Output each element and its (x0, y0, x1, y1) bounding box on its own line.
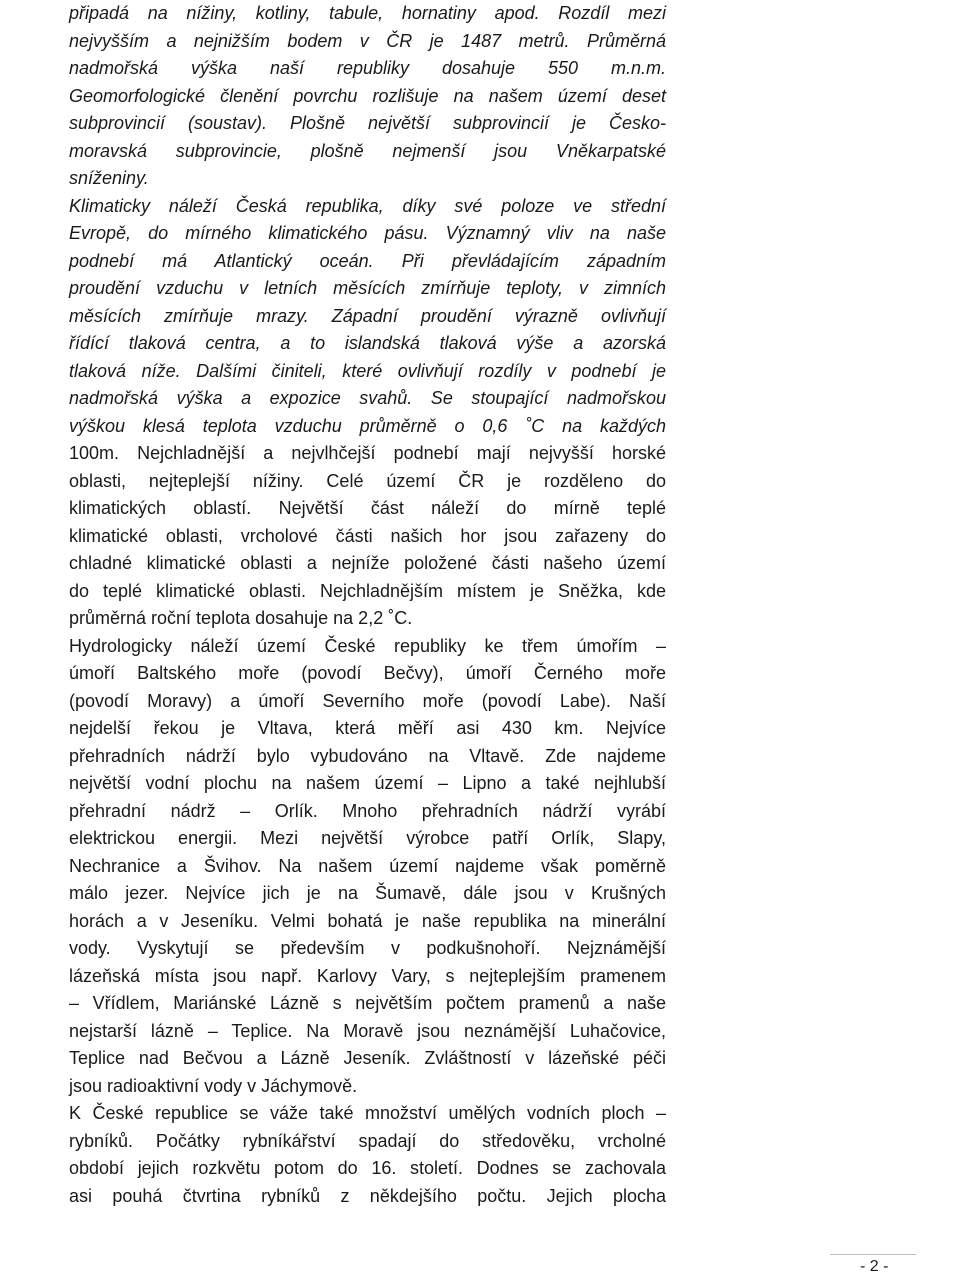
text-line: oblasti, nejteplejší nížiny. Celé území ČR je rozděleno do (69, 470, 666, 491)
text-line: Klimaticky náleží Česká republika, díky své poloze ve střední (69, 195, 666, 216)
text-line: elektrickou energii. Mezi největší výrobce patří Orlík, Slapy, (69, 828, 666, 848)
text-line: připadá na nížiny, kotliny, tabule, hornatiny apod. Rozdíl mezi (69, 3, 666, 23)
text-line: subprovincií (soustav). Plošně největší subprovincií je Česko- (69, 113, 666, 133)
text-line: Teplice nad Bečvou a Lázně Jeseník. Zvláštností v lázeňské péči (69, 1048, 666, 1068)
text-line: přehradních nádrží bylo vybudováno na Vltavě. Zde najdeme (69, 745, 666, 766)
text-line: období jejich rozkvětu potom do 16. století. Dodnes se zachovala (69, 1158, 666, 1178)
text-line: klimatické oblasti, vrcholové části našich hor jsou zařazeny do (69, 525, 666, 546)
text-line: nadmořská výška a expozice svahů. Se stoupající nadmořskou (69, 388, 666, 408)
text-line: rybníků. Počátky rybníkářství spadají do středověku, vrcholné (69, 1130, 666, 1151)
text-line: úmoří Baltského moře (povodí Bečvy), úmoří Černého moře (69, 663, 666, 683)
page-number: - 2 - (860, 1258, 889, 1275)
text-line: moravská subprovincie, plošně nejmenší jsou Vněkarpatské (69, 140, 666, 161)
text-line: nejvyšším a nejnižším bodem v ČR je 1487 metrů. Průměrná (69, 30, 666, 51)
text-line: vody. Vyskytují se především v podkušnohoří. Nejznámější (69, 938, 666, 958)
text-line: 100m. Nejchladnější a nejvlhčejší podnebí mají nejvyšší horské (69, 443, 666, 463)
text-line: podnebí má Atlantický oceán. Při převládajícím západním (69, 250, 666, 271)
text-line: výškou klesá teplota vzduchu průměrně o 0,6 ˚C na každých (69, 415, 666, 436)
text-line: horách a v Jeseníku. Velmi bohatá je naše republika na minerální (69, 910, 666, 931)
text-line: sníženiny. (69, 168, 149, 188)
text-line: do teplé klimatické oblasti. Nejchladnějším místem je Sněžka, kde (69, 580, 666, 601)
text-line: průměrná roční teplota dosahuje na 2,2 ˚C. (69, 608, 413, 628)
text-line: přehradní nádrž – Orlík. Mnoho přehradních nádrží vyrábí (69, 800, 666, 821)
text-line: (povodí Moravy) a úmoří Severního moře (povodí Labe). Naší (69, 690, 666, 711)
text-line: lázeňská místa jsou např. Karlovy Vary, s nejteplejším pramenem (69, 965, 666, 986)
text-line: Nechranice a Švihov. Na našem území najdeme však poměrně (69, 855, 666, 876)
text-line: asi pouhá čtvrtina rybníků z někdejšího počtu. Jejich plocha (69, 1185, 666, 1206)
text-line: – Vřídlem, Mariánské Lázně s největším počtem pramenů a naše (69, 993, 666, 1013)
text-line: proudění vzduchu v letních měsících zmírňuje teploty, v zimních (69, 278, 666, 298)
text-line: jsou radioaktivní vody v Jáchymově. (69, 1075, 358, 1096)
text-line: Geomorfologické členění povrchu rozlišuje na našem území deset (69, 85, 666, 106)
text-line: Evropě, do mírného klimatického pásu. Významný vliv na naše (69, 223, 666, 243)
document-body (69, 0, 666, 1210)
text-line: K České republice se váže také množství umělých vodních ploch – (69, 1103, 666, 1123)
text-line: nejdelší řekou je Vltava, která měří asi 430 km. Nejvíce (69, 718, 666, 738)
text-line: Hydrologicky náleží území České republiky ke třem úmořím – (69, 635, 666, 656)
text-line: tlaková níže. Dalšími činiteli, které ovlivňují rozdíly v podnebí je (69, 360, 666, 381)
text-line: chladné klimatické oblasti a nejníže položené části našeho území (69, 553, 666, 573)
footer-divider (830, 1254, 916, 1255)
text-line: nadmořská výška naší republiky dosahuje 550 m.n.m. (69, 58, 666, 78)
text-line: nejstarší lázně – Teplice. Na Moravě jsou neznámější Luhačovice, (69, 1020, 666, 1041)
text-line: málo jezer. Nejvíce jich je na Šumavě, dále jsou v Krušných (69, 883, 666, 903)
text-line: řídící tlaková centra, a to islandská tlaková výše a azorská (69, 333, 666, 353)
text-line: měsících zmírňuje mrazy. Západní proudění výrazně ovlivňují (69, 305, 666, 326)
text-line: klimatických oblastí. Největší část náleží do mírně teplé (69, 498, 666, 518)
text-line: největší vodní plochu na našem území – Lipno a také nejhlubší (69, 773, 666, 793)
